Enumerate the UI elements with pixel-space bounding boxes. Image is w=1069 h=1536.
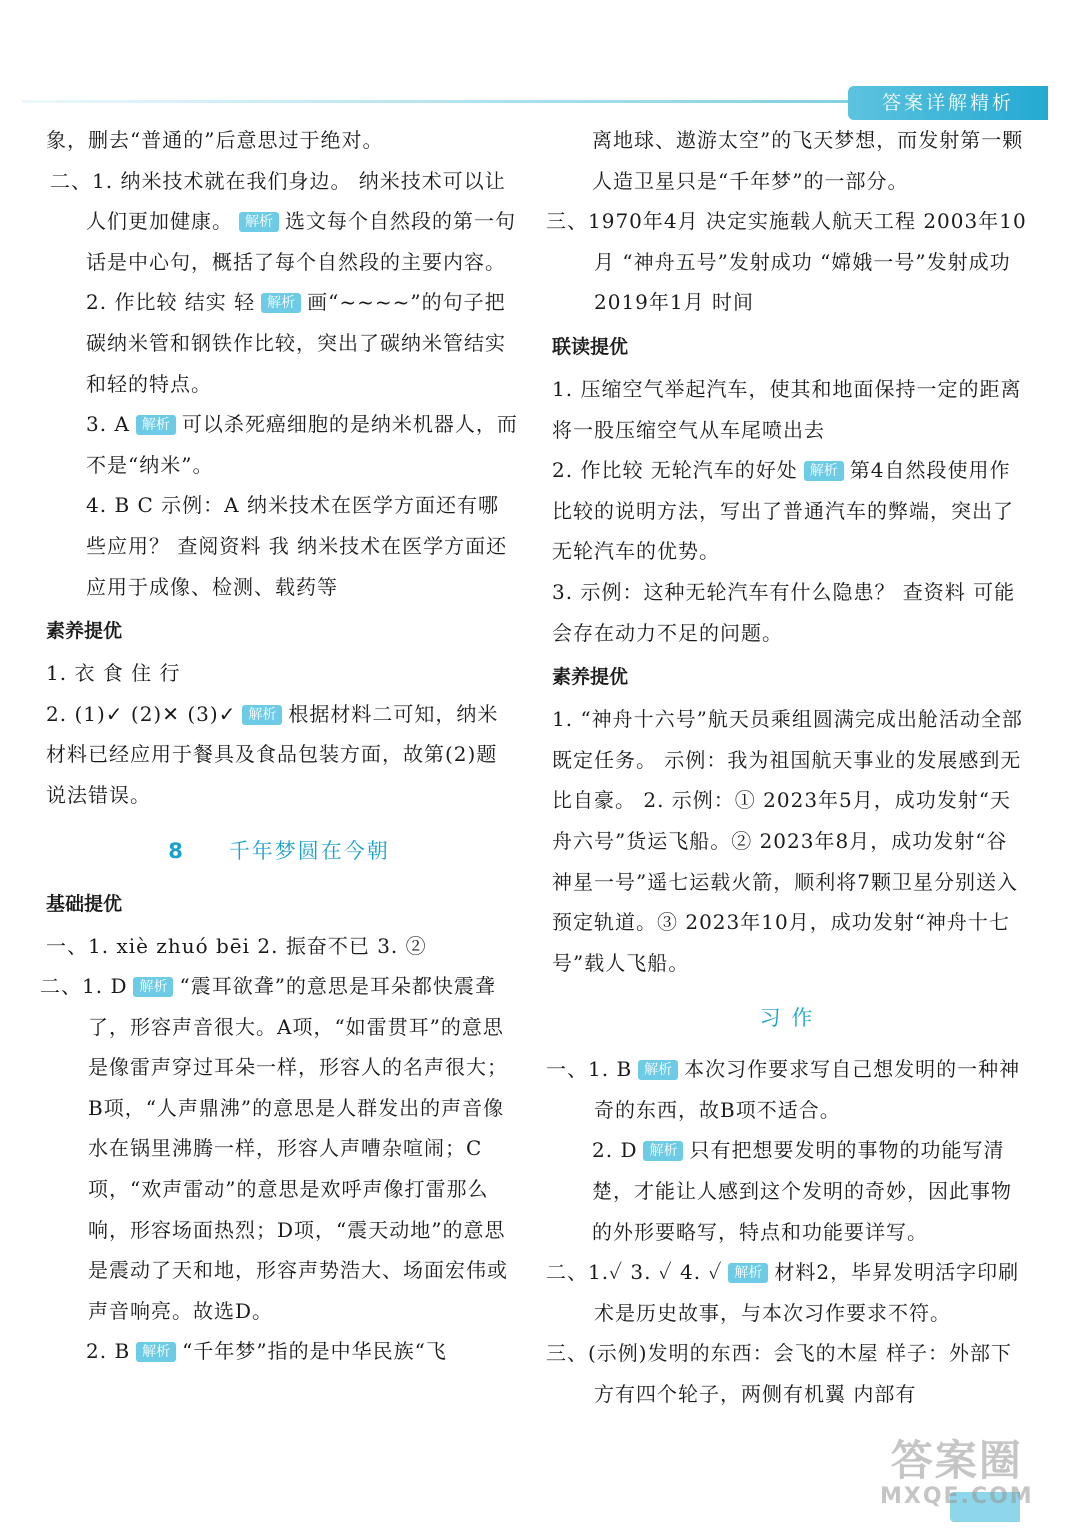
right-column: [546, 120, 1028, 1415]
xizuo-3: 三、(示例)发明的东西：会飞的木屋 样子：外部下方有四个轮子，两侧有机翼 内部有: [546, 1341, 1012, 1407]
answer-continued: 离地球、遨游太空”的飞天梦想，而发射第一颗人造卫星只是“千年梦”的一部分。: [592, 128, 1024, 193]
xizuo-2: 二、1.✓ 3. ✓ 4. ✓ 解析 材料2，毕昇发明活字印刷术是历史故事，与本次习作要求不符。: [546, 1260, 1020, 1325]
answer-line: 象，删去“普通的”后意思过于绝对。: [46, 128, 384, 152]
liandu-3: 3. 示例：这种无轮汽车有什么隐患？ 查资料 可能会存在动力不足的问题。: [552, 579, 1016, 645]
analysis-badge: 解析: [136, 415, 176, 435]
answer-2-1: 二、1. 纳米技术就在我们身边。 纳米技术可以让人们更加健康。 解析 选文每个自然段的第一句话是中心句，概括了每个自然段的主要内容。: [50, 168, 516, 274]
analysis-badge: 解析: [239, 212, 279, 232]
answer-2-2: 2. 作比较 结实 轻 解析 画“~~~~”的句子把碳纳米管和钢铁作比较，突出了碳纳米管结实和轻的特点。: [86, 290, 506, 396]
analysis-badge: 解析: [643, 1141, 683, 1161]
watermark: 答案圈 MXQE.COM: [880, 1436, 1034, 1509]
analysis-badge: 解析: [638, 1060, 678, 1080]
section-tab: 答案详解精析: [848, 86, 1048, 120]
xizuo-1-2: 2. D 解析 只有把想要发明的事物的功能写清楚，才能让人感到这个发明的奇妙，因此事物的外形要略写，特点和功能要详写。: [592, 1138, 1012, 1244]
liandu-2: 2. 作比较 无轮汽车的好处 解析 第4自然段使用作比较的说明方法，写出了普通汽车的弊端，突出了无轮汽车的优势。: [552, 458, 1014, 564]
suyang-1: 1. 衣 食 住 行: [46, 661, 181, 686]
analysis-badge: 解析: [804, 461, 844, 481]
analysis-badge: 解析: [133, 977, 173, 997]
analysis-badge: 解析: [261, 293, 301, 313]
jichu-2-1: 二、1. D 解析 “震耳欲聋”的意思是耳朵都快震聋了，形容声音很大。A项，“如雷贯耳”的意思是像雷声穿过耳朵一样，形容人的名声很大；B项，“人声鼎沸”的意思是人群发出的声音像水在锅里沸腾一样，形容人声嘈杂喧闹；C项，“欢声雷动”的意思是欢呼声像打雷那么响，形容场面热烈；D项，“震天动地”的意思是震动了天和地，形容声势浩大、场面宏伟或声音响亮。故选D。: [40, 974, 508, 1323]
answer-3: 三、1970年4月 决定实施载人航天工程 2003年10月 “神舟五号”发射成功 “嫦娥一号”发射成功 2019年1月 时间: [546, 209, 1027, 315]
section-heading: 素养提优: [552, 666, 629, 689]
jichu-2-2: 2. B 解析 “千年梦”指的是中华民族“飞: [86, 1339, 447, 1364]
section-heading: 基础提优: [46, 892, 123, 915]
header-rule: [22, 100, 852, 103]
analysis-badge: 解析: [728, 1263, 768, 1283]
writing-title: 习 作: [759, 1006, 815, 1031]
section-heading: 素养提优: [46, 620, 123, 643]
suyang-2: 2. (1)✓ (2)✕ (3)✓ 解析 根据材料二可知，纳米材料已经应用于餐具及食品包装方面，故第(2)题说法错误。: [46, 701, 499, 807]
liandu-1: 1. 压缩空气举起汽车，使其和地面保持一定的距离 将一股压缩空气从车尾喷出去: [552, 376, 1022, 442]
left-column: [40, 120, 518, 1372]
suyang-answers: 1. “神舟十六号”航天员乘组圆满完成出舱活动全部既定任务。 示例：我为祖国航天事业的发展感到无比自豪。 2. 示例：① 2023年5月，成功发射“天舟六号”货运飞船。② 2023年8月，成功发射“谷神星一号”遥七运载火箭，顺利将7颗卫星分别送入预定轨道。③ 2023年10月，成功发射“神舟十七号”载人飞船。: [552, 707, 1023, 975]
analysis-badge: 解析: [136, 1342, 176, 1362]
answer-2-3: 3. A 解析 可以杀死癌细胞的是纳米机器人，而不是“纳米”。: [86, 412, 518, 477]
lesson-title: 8 千年梦圆在今朝: [168, 838, 390, 863]
section-heading: 联读提优: [552, 335, 629, 358]
xizuo-1-1: 一、1. B 解析 本次习作要求写自己想发明的一种神奇的东西，故B项不适合。: [546, 1057, 1021, 1122]
jichu-1: 一、1. xiè zhuó bēi 2. 振奋不已 3. ②: [46, 933, 427, 958]
answer-2-4: 4. B C 示例：A 纳米技术在医学方面还有哪些应用？ 查阅资料 我 纳米技术在医学方面还应用于成像、检测、载药等: [86, 493, 508, 599]
analysis-badge: 解析: [242, 705, 282, 725]
